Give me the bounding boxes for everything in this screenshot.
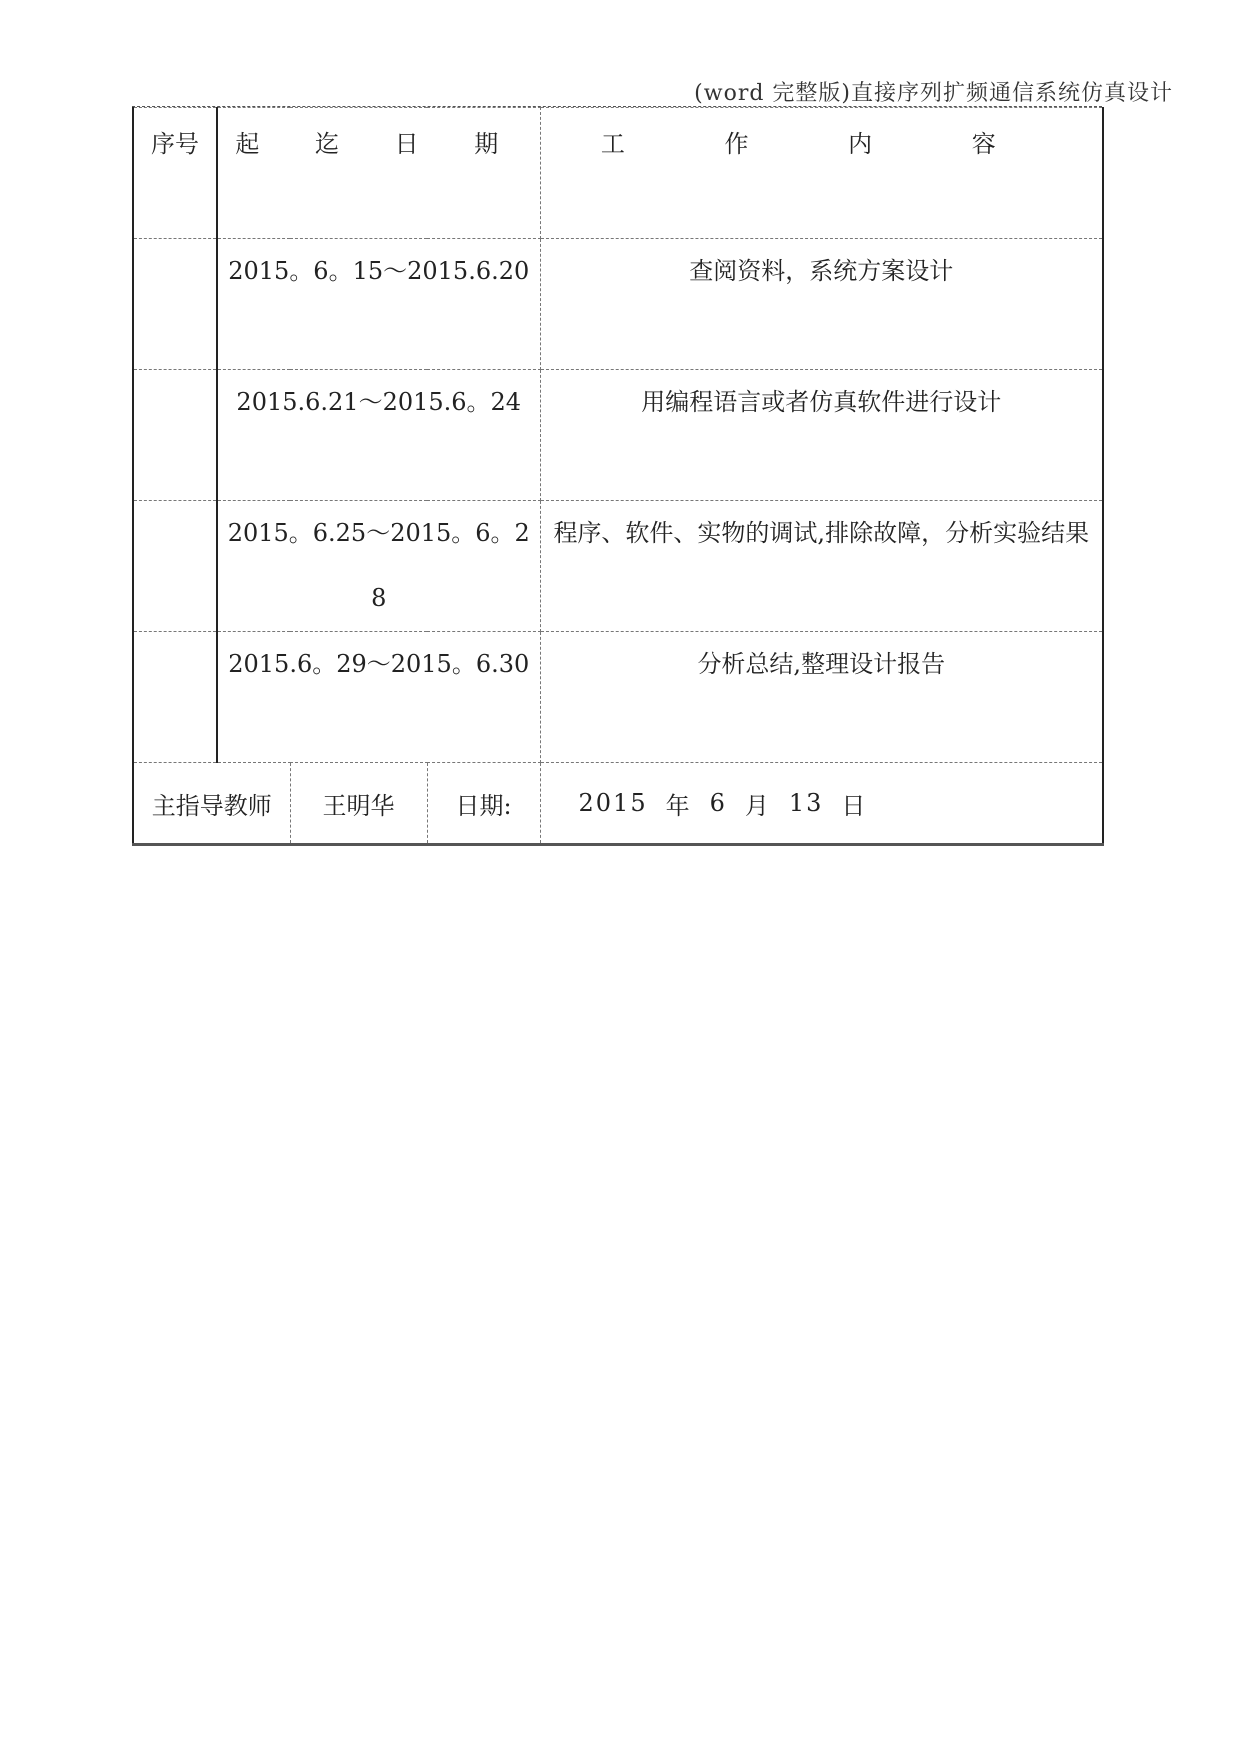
row-content-cell: 用编程语言或者仿真软件进行设计 bbox=[540, 370, 1103, 501]
row-content-cell: 程序、软件、实物的调试,排除故障，分析实验结果 bbox=[540, 501, 1103, 632]
table-row bbox=[133, 632, 1103, 763]
row-number-cell bbox=[133, 239, 217, 370]
signature-row bbox=[133, 763, 1103, 845]
column-header-date: 起 迄 日 期 bbox=[217, 108, 540, 239]
schedule-table bbox=[132, 107, 1104, 846]
column-header-content: 工 作 内 容 bbox=[540, 108, 1103, 239]
row-date-cell: 2015。6。15～2015.6.20 bbox=[217, 239, 540, 370]
date-year-unit: 年 bbox=[665, 791, 692, 820]
date-month-unit: 月 bbox=[744, 791, 771, 820]
date-day: 13 bbox=[788, 789, 824, 817]
row-content-cell: 分析总结,整理设计报告 bbox=[540, 632, 1103, 763]
row-date-cell: 2015.6。29～2015。6.30 bbox=[217, 632, 540, 763]
row-number-cell bbox=[133, 501, 217, 632]
row-content-cell: 查阅资料，系统方案设计 bbox=[540, 239, 1103, 370]
date-value-cell bbox=[540, 763, 1103, 845]
date-label-cell: 日期: bbox=[427, 763, 540, 845]
date-month: 6 bbox=[709, 789, 727, 817]
signature-date bbox=[541, 763, 1103, 843]
row-number-cell bbox=[133, 370, 217, 501]
table-header-row bbox=[133, 108, 1103, 239]
row-date-cell: 2015。6.25～2015。6。28 bbox=[217, 501, 540, 632]
advisor-label-cell: 主指导教师 bbox=[133, 763, 290, 845]
row-date-cell: 2015.6.21～2015.6。24 bbox=[217, 370, 540, 501]
row-number-cell bbox=[133, 632, 217, 763]
table-row bbox=[133, 239, 1103, 370]
table-row bbox=[133, 501, 1103, 632]
advisor-name-cell: 王明华 bbox=[290, 763, 427, 845]
document-header: (word 完整版)直接序列扩频通信系统仿真设计 bbox=[694, 81, 1173, 106]
column-header-number: 序号 bbox=[133, 108, 217, 239]
date-year: 2015 bbox=[578, 789, 648, 817]
date-day-unit: 日 bbox=[841, 791, 868, 820]
table-row bbox=[133, 370, 1103, 501]
